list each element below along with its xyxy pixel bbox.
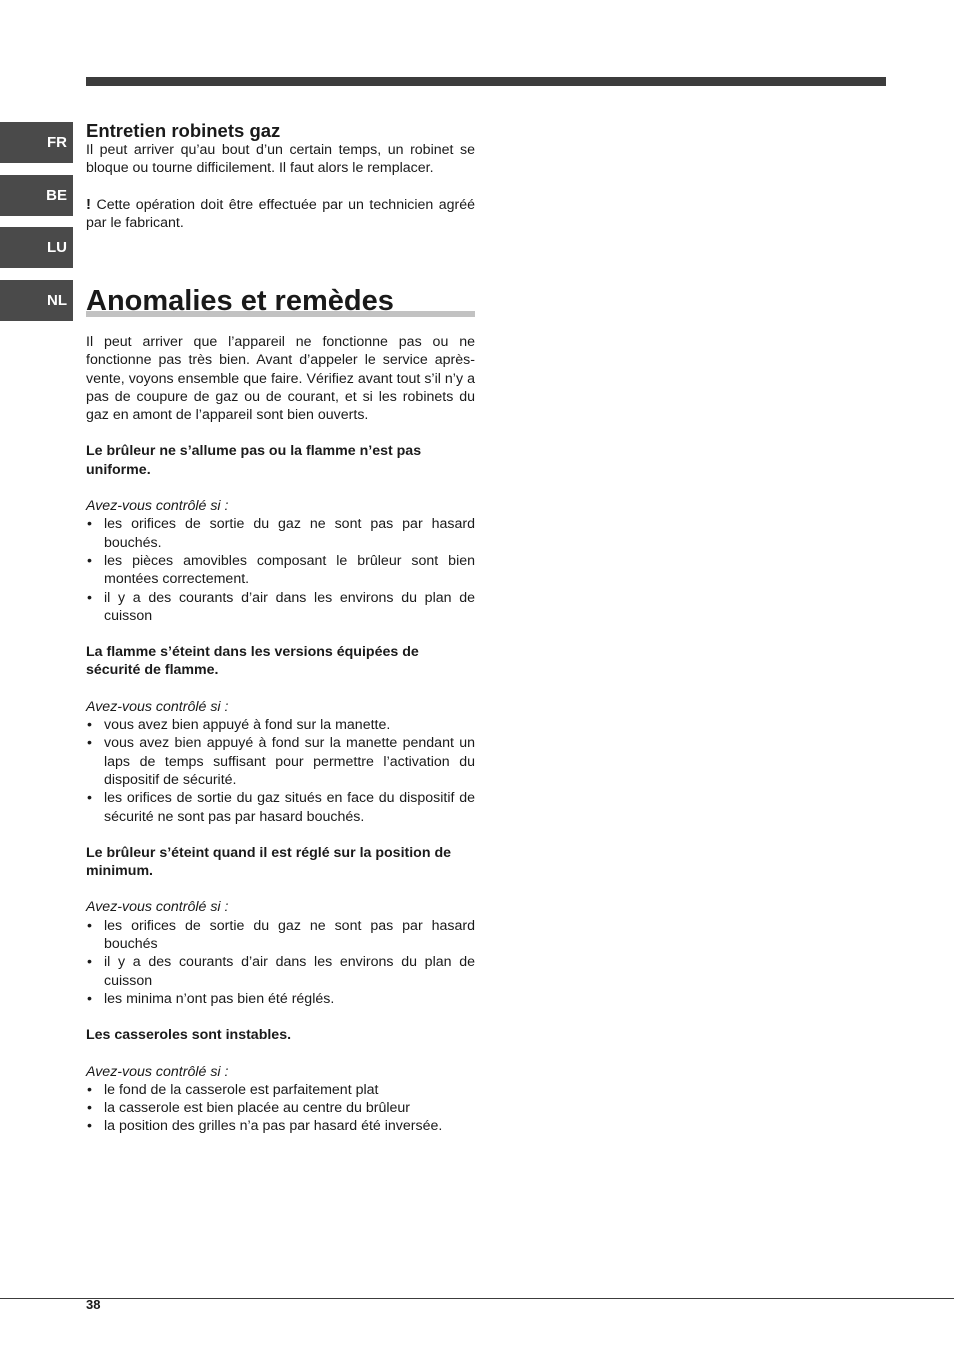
problem-question: Les casseroles sont instables. <box>86 1027 292 1044</box>
section-anomalies-body <box>86 333 475 1136</box>
list-item: • les minima n’ont pas bien été réglés. <box>86 990 475 1008</box>
check-list <box>86 917 475 1008</box>
problem-question: La flamme s’éteint dans les versions équipées de sécurité de flamme. <box>86 644 419 679</box>
section-title-entretien: Entretien robinets gaz <box>86 120 281 141</box>
list-item: • vous avez bien appuyé à fond sur la manette pendant un laps de temps suffisant pour permettre l’activation du dispositif de sécurité. <box>86 734 475 789</box>
warning-mark: ! <box>86 195 91 213</box>
list-item: • la casserole est bien placée au centre du brûleur <box>86 1099 475 1117</box>
intro-paragraph: Il peut arriver que l’appareil ne fonctionne pas ou ne fonctionne pas très bien. Avant d’appeler le service après-vente, voyons ensemble que faire. Vérifiez avant tout s’il n’y a pas de coupure de gaz ou de courant, et si les robinets du gaz en amont de l’appareil sont bien ouverts. <box>86 334 475 424</box>
page-number: 38 <box>86 1297 101 1312</box>
lang-tab-nl[interactable]: NL <box>0 280 73 321</box>
list-item: • il y a des courants d’air dans les environs du plan de cuisson <box>86 589 475 626</box>
check-prompt: Avez-vous contrôlé si : <box>86 1063 229 1080</box>
list-item: • les pièces amovibles composant le brûleur sont bien montées correctement. <box>86 552 475 589</box>
section-entretien-body <box>86 141 475 232</box>
list-item: • les orifices de sortie du gaz ne sont pas par hasard bouchés. <box>86 515 475 552</box>
bottom-rule <box>0 1298 954 1299</box>
list-item: • la position des grilles n’a pas par hasard été inversée. <box>86 1117 475 1135</box>
lang-tab-lu[interactable]: LU <box>0 227 73 268</box>
list-item: • vous avez bien appuyé à fond sur la manette. <box>86 716 475 734</box>
lang-tab-fr[interactable]: FR <box>0 122 73 163</box>
list-item: • le fond de la casserole est parfaitement plat <box>86 1081 475 1099</box>
top-rule <box>86 77 886 86</box>
entretien-paragraph: Il peut arriver qu’au bout d’un certain temps, un robinet se bloque ou tourne difficilement. Il faut alors le remplacer. <box>86 142 475 177</box>
list-item: • les orifices de sortie du gaz situés en face du dispositif de sécurité ne sont pas par hasard bouchés. <box>86 789 475 826</box>
check-list <box>86 1081 475 1136</box>
section-title-anomalies: Anomalies et remèdes <box>86 285 394 317</box>
check-prompt: Avez-vous contrôlé si : <box>86 498 229 515</box>
check-prompt: Avez-vous contrôlé si : <box>86 899 229 916</box>
warning-paragraph <box>86 196 475 233</box>
list-item: • les orifices de sortie du gaz ne sont pas par hasard bouchés <box>86 917 475 954</box>
lang-tab-be[interactable]: BE <box>0 175 73 216</box>
list-item: • il y a des courants d’air dans les environs du plan de cuisson <box>86 953 475 990</box>
problem-question: Le brûleur s’éteint quand il est réglé sur la position de minimum. <box>86 844 452 880</box>
check-list <box>86 515 475 625</box>
section-title-anomalies-wrap <box>86 284 475 318</box>
check-list <box>86 716 475 826</box>
problem-question: Le brûleur ne s’allume pas ou la flamme n’est pas uniforme. <box>86 443 422 478</box>
check-prompt: Avez-vous contrôlé si : <box>86 698 229 715</box>
warning-text: Cette opération doit être effectuée par un technicien agréé par le fabricant. <box>86 196 475 231</box>
